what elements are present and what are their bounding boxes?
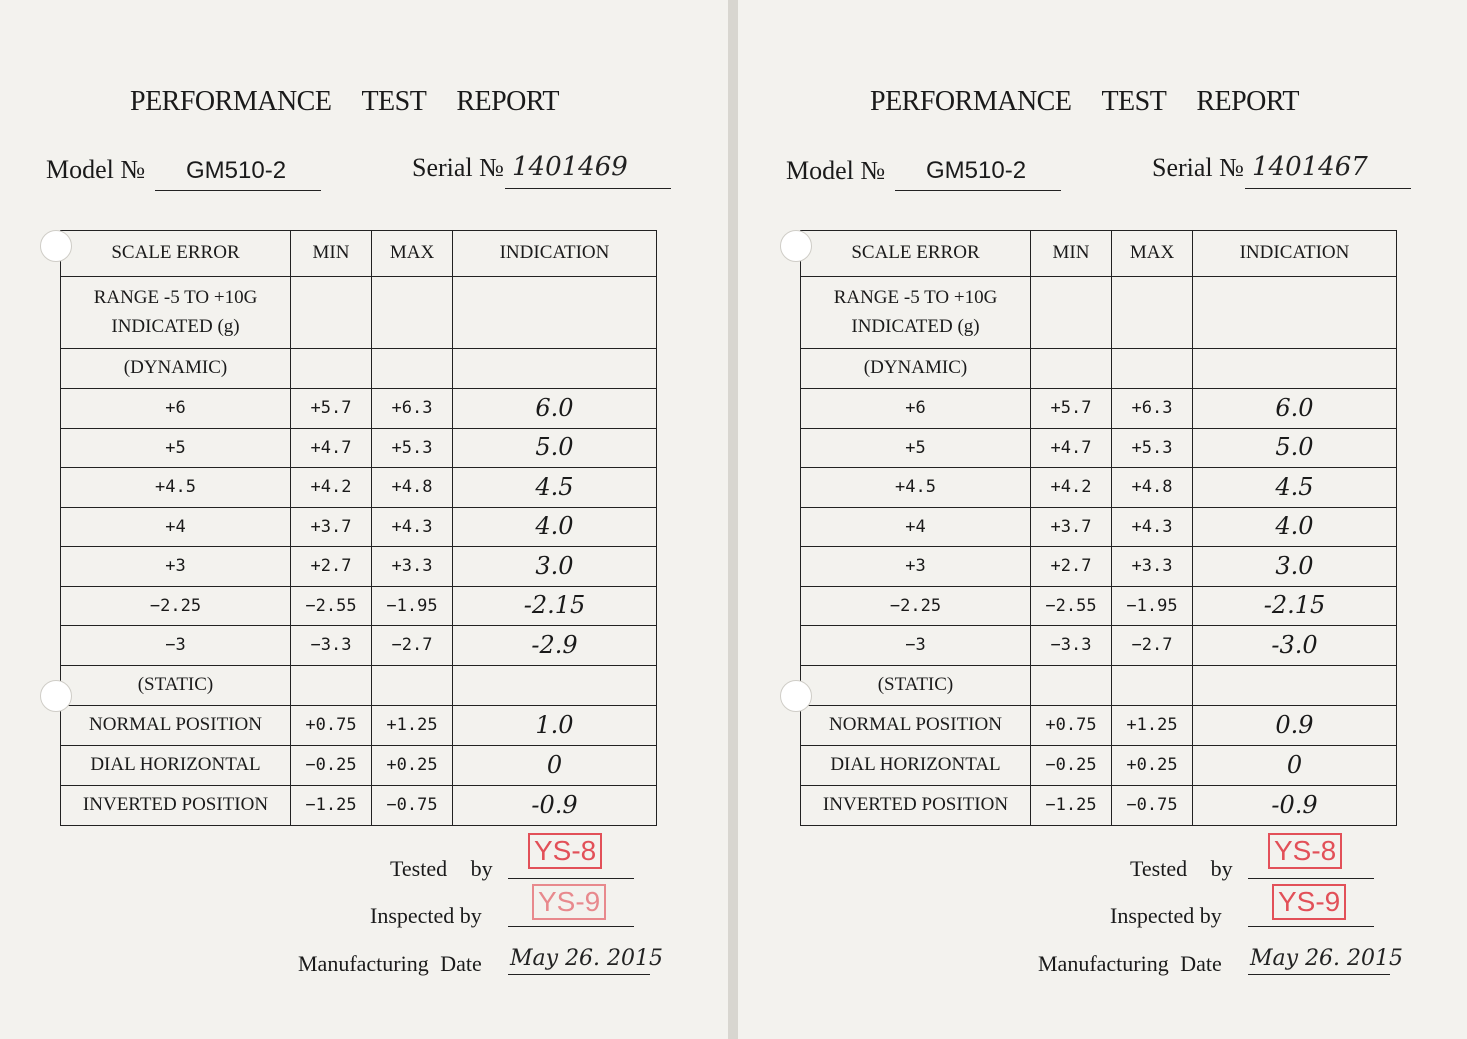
scale-error-table: [60, 230, 657, 826]
tested-by-line: [508, 878, 634, 879]
title-word: REPORT: [1196, 86, 1299, 117]
table-row: [801, 665, 1397, 705]
indication-cell: 4.5: [1193, 468, 1397, 508]
indication-cell: 4.0: [453, 507, 657, 547]
scale-cell: +6: [61, 389, 291, 429]
model-value: GM510-2: [186, 157, 287, 184]
empty-cell: [291, 665, 372, 705]
scale-cell: NORMAL POSITION: [801, 705, 1031, 745]
min-cell: −1.25: [1031, 785, 1112, 825]
min-cell: −2.55: [291, 586, 372, 626]
max-cell: −0.75: [1112, 785, 1193, 825]
min-cell: −1.25: [291, 785, 372, 825]
table-row: [61, 231, 657, 277]
scale-cell: −3: [801, 626, 1031, 666]
indication-cell: -2.15: [1193, 586, 1397, 626]
header-cell: INDICATION: [1193, 231, 1397, 277]
indication-cell: 6.0: [1193, 389, 1397, 429]
table-row: [801, 745, 1397, 785]
model-underline: [895, 190, 1061, 191]
max-cell: +1.25: [372, 705, 453, 745]
serial-underline: [505, 188, 671, 189]
serial-value: 1401469: [512, 152, 628, 182]
empty-cell: [1112, 349, 1193, 389]
table-row: [61, 665, 657, 705]
table-row: [61, 507, 657, 547]
table-row: [61, 705, 657, 745]
empty-cell: [1031, 349, 1112, 389]
title-word: PERFORMANCE: [870, 86, 1072, 117]
header-cell: MAX: [1112, 231, 1193, 277]
max-cell: +0.25: [372, 745, 453, 785]
empty-cell: [1193, 349, 1397, 389]
tested-by-stamp: YS-8: [528, 833, 602, 869]
table-row: [801, 626, 1397, 666]
min-cell: +3.7: [1031, 507, 1112, 547]
report-title: [870, 86, 1329, 118]
table-row: [61, 389, 657, 429]
scale-cell: +4: [801, 507, 1031, 547]
indication-cell: -2.9: [453, 626, 657, 666]
max-cell: +3.3: [372, 547, 453, 587]
static-label: (STATIC): [61, 665, 291, 705]
indication-cell: 4.0: [1193, 507, 1397, 547]
scale-cell: −3: [61, 626, 291, 666]
table-row: [61, 626, 657, 666]
indication-cell: 3.0: [453, 547, 657, 587]
model-label: Model №: [46, 155, 146, 184]
scale-cell: +5: [61, 428, 291, 468]
table-row: [801, 231, 1397, 277]
empty-cell: [453, 277, 657, 349]
table-row: [61, 468, 657, 508]
max-cell: +5.3: [1112, 428, 1193, 468]
min-cell: +4.7: [1031, 428, 1112, 468]
table-row: [801, 428, 1397, 468]
scale-cell: +3: [61, 547, 291, 587]
empty-cell: [453, 349, 657, 389]
min-cell: −0.25: [291, 745, 372, 785]
max-cell: −1.95: [372, 586, 453, 626]
scale-error-table: [800, 230, 1397, 826]
table-row: [61, 277, 657, 349]
indication-cell: 1.0: [453, 705, 657, 745]
min-cell: +2.7: [291, 547, 372, 587]
min-cell: +2.7: [1031, 547, 1112, 587]
sheet-gap: [728, 0, 738, 1039]
min-cell: +4.2: [1031, 468, 1112, 508]
range-cell: [801, 277, 1031, 349]
empty-cell: [1193, 277, 1397, 349]
max-cell: −0.75: [372, 785, 453, 825]
dynamic-label: (DYNAMIC): [61, 349, 291, 389]
title-word: REPORT: [456, 86, 559, 117]
indication-cell: -0.9: [1193, 785, 1397, 825]
inspected-by-label: Inspected by: [370, 903, 482, 928]
range-line: RANGE -5 TO +10G: [833, 286, 998, 308]
manufacturing-date-label: Manufacturing Date: [298, 951, 482, 976]
empty-cell: [372, 349, 453, 389]
manufacturing-date-label: Manufacturing Date: [1038, 951, 1222, 976]
table-row: [801, 349, 1397, 389]
min-cell: −0.25: [1031, 745, 1112, 785]
scale-cell: +6: [801, 389, 1031, 429]
range-cell: [61, 277, 291, 349]
indication-cell: 0: [453, 745, 657, 785]
header-cell: MIN: [291, 231, 372, 277]
header-cell: MIN: [1031, 231, 1112, 277]
scale-cell: NORMAL POSITION: [61, 705, 291, 745]
indication-cell: 6.0: [453, 389, 657, 429]
table-row: [801, 389, 1397, 429]
empty-cell: [1031, 277, 1112, 349]
indication-cell: -3.0: [1193, 626, 1397, 666]
inspected-by-line: [1248, 926, 1374, 927]
indicated-line: INDICATED (g): [851, 315, 980, 337]
title-word: TEST: [1101, 86, 1167, 117]
indication-cell: 0.9: [1193, 705, 1397, 745]
title-word: TEST: [361, 86, 427, 117]
max-cell: +3.3: [1112, 547, 1193, 587]
table-row: [801, 705, 1397, 745]
scale-cell: +4.5: [801, 468, 1031, 508]
scale-cell: −2.25: [61, 586, 291, 626]
max-cell: +4.8: [1112, 468, 1193, 508]
scale-cell: +3: [801, 547, 1031, 587]
min-cell: +4.7: [291, 428, 372, 468]
header-cell: SCALE ERROR: [61, 231, 291, 277]
table-row: [61, 745, 657, 785]
min-cell: +5.7: [1031, 389, 1112, 429]
scale-cell: INVERTED POSITION: [801, 785, 1031, 825]
indication-cell: 0: [1193, 745, 1397, 785]
empty-cell: [1193, 665, 1397, 705]
min-cell: +0.75: [291, 705, 372, 745]
min-cell: +0.75: [1031, 705, 1112, 745]
max-cell: +5.3: [372, 428, 453, 468]
max-cell: +4.8: [372, 468, 453, 508]
punch-hole: [40, 680, 72, 712]
empty-cell: [291, 349, 372, 389]
min-cell: −2.55: [1031, 586, 1112, 626]
header-cell: MAX: [372, 231, 453, 277]
table-row: [801, 547, 1397, 587]
max-cell: +6.3: [372, 389, 453, 429]
empty-cell: [1112, 665, 1193, 705]
indication-cell: 5.0: [453, 428, 657, 468]
empty-cell: [1112, 277, 1193, 349]
scale-cell: +4: [61, 507, 291, 547]
tested-by-stamp: YS-8: [1268, 833, 1342, 869]
min-cell: +4.2: [291, 468, 372, 508]
indication-cell: -2.15: [453, 586, 657, 626]
empty-cell: [372, 277, 453, 349]
manufacturing-date-line: [508, 974, 650, 975]
table-row: [61, 349, 657, 389]
punch-hole: [780, 680, 812, 712]
serial-underline: [1245, 188, 1411, 189]
empty-cell: [1031, 665, 1112, 705]
min-cell: −3.3: [1031, 626, 1112, 666]
scale-cell: INVERTED POSITION: [61, 785, 291, 825]
table-row: [61, 547, 657, 587]
manufacturing-date-value: May 26. 2015: [1250, 946, 1404, 971]
empty-cell: [291, 277, 372, 349]
scale-cell: +5: [801, 428, 1031, 468]
model-underline: [155, 190, 321, 191]
tested-by-line: [1248, 878, 1374, 879]
tested-by-label: Tested by: [390, 856, 493, 881]
max-cell: +0.25: [1112, 745, 1193, 785]
inspected-by-stamp: YS-9: [532, 884, 606, 920]
scale-cell: −2.25: [801, 586, 1031, 626]
indication-cell: 3.0: [1193, 547, 1397, 587]
indication-cell: 4.5: [453, 468, 657, 508]
max-cell: +6.3: [1112, 389, 1193, 429]
min-cell: +3.7: [291, 507, 372, 547]
serial-value: 1401467: [1252, 152, 1368, 182]
table-row: [61, 586, 657, 626]
max-cell: −2.7: [372, 626, 453, 666]
empty-cell: [453, 665, 657, 705]
table-row: [61, 428, 657, 468]
max-cell: −1.95: [1112, 586, 1193, 626]
indication-cell: -0.9: [453, 785, 657, 825]
inspected-by-stamp: YS-9: [1272, 884, 1346, 920]
title-word: PERFORMANCE: [130, 86, 332, 117]
indicated-line: INDICATED (g): [111, 315, 240, 337]
manufacturing-date-line: [1248, 974, 1390, 975]
header-cell: SCALE ERROR: [801, 231, 1031, 277]
header-cell: INDICATION: [453, 231, 657, 277]
scale-cell: +4.5: [61, 468, 291, 508]
inspected-by-line: [508, 926, 634, 927]
serial-label: Serial №: [412, 153, 504, 182]
manufacturing-date-value: May 26. 2015: [510, 946, 664, 971]
serial-label: Serial №: [1152, 153, 1244, 182]
punch-hole: [780, 230, 812, 262]
max-cell: +4.3: [1112, 507, 1193, 547]
model-value: GM510-2: [926, 157, 1027, 184]
model-label: Model №: [786, 156, 886, 185]
report-title: [130, 86, 589, 118]
min-cell: −3.3: [291, 626, 372, 666]
table-row: [801, 468, 1397, 508]
empty-cell: [372, 665, 453, 705]
table-row: [801, 785, 1397, 825]
max-cell: −2.7: [1112, 626, 1193, 666]
table-row: [801, 586, 1397, 626]
max-cell: +1.25: [1112, 705, 1193, 745]
dynamic-label: (DYNAMIC): [801, 349, 1031, 389]
static-label: (STATIC): [801, 665, 1031, 705]
punch-hole: [40, 230, 72, 262]
table-row: [801, 277, 1397, 349]
inspected-by-label: Inspected by: [1110, 903, 1222, 928]
min-cell: +5.7: [291, 389, 372, 429]
max-cell: +4.3: [372, 507, 453, 547]
scale-cell: DIAL HORIZONTAL: [61, 745, 291, 785]
tested-by-label: Tested by: [1130, 856, 1233, 881]
table-row: [801, 507, 1397, 547]
indication-cell: 5.0: [1193, 428, 1397, 468]
scale-cell: DIAL HORIZONTAL: [801, 745, 1031, 785]
table-row: [61, 785, 657, 825]
range-line: RANGE -5 TO +10G: [93, 286, 258, 308]
